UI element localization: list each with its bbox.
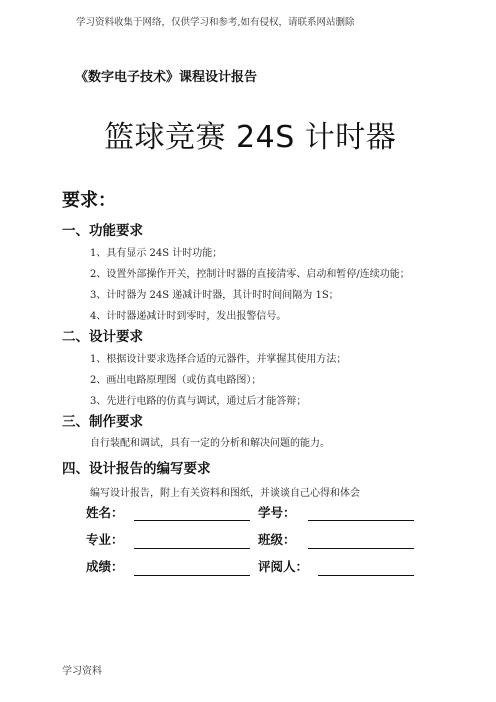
student-id-label: 学号： <box>258 505 296 520</box>
major-field[interactable] <box>134 548 250 549</box>
section-heading-production: 三、制作要求 <box>62 414 143 430</box>
page-footer-note: 学习资料 <box>62 666 102 677</box>
page-header-note: 学习资料收集于网络，仅供学习和参考,如有侵权，请联系网站删除 <box>76 17 355 28</box>
name-label: 姓名： <box>86 505 124 520</box>
list-item: 3、先进行电路的仿真与调试，通过后才能答辩； <box>90 396 307 407</box>
list-item: 2、画出电路原理图（或仿真电路图）； <box>90 375 262 386</box>
list-item: 1、根据设计要求选择合适的元器件，并掌握其使用方法； <box>90 354 347 365</box>
student-id-field[interactable] <box>308 520 414 521</box>
list-item: 自行装配和调试，具有一定的分析和解决问题的能力。 <box>90 438 330 449</box>
section-heading-design: 二、设计要求 <box>62 329 143 345</box>
reviewer-label: 评阅人： <box>258 559 309 574</box>
list-item: 4、计时器递减计时到零时，发出报警信号。 <box>90 311 287 322</box>
page-title: 篮球竞赛 24S 计时器 <box>104 120 397 155</box>
list-item: 2、设置外部操作开关，控制计时器的直接清零、启动和暂停/连续功能； <box>90 269 410 280</box>
reviewer-field[interactable] <box>318 575 414 576</box>
section-heading-function: 一、功能要求 <box>62 223 143 239</box>
class-field[interactable] <box>308 548 414 549</box>
grade-field[interactable] <box>134 575 250 576</box>
grade-label: 成绩： <box>86 559 124 574</box>
list-item: 1、具有显示 24S 计时功能； <box>90 248 223 259</box>
section-heading-report: 四、设计报告的编写要求 <box>62 461 211 477</box>
requirements-heading: 要求： <box>62 190 116 211</box>
list-item: 编写设计报告，附上有关资料和图纸，并谈谈自己心得和体会 <box>90 488 360 499</box>
name-field[interactable] <box>134 520 250 521</box>
class-label: 班级： <box>258 532 296 547</box>
report-title: 《数字电子技术》课程设计报告 <box>75 70 258 85</box>
major-label: 专业： <box>86 532 124 547</box>
list-item: 3、计时器为 24S 递减计时器，其计时时间间隔为 1S； <box>90 290 339 301</box>
